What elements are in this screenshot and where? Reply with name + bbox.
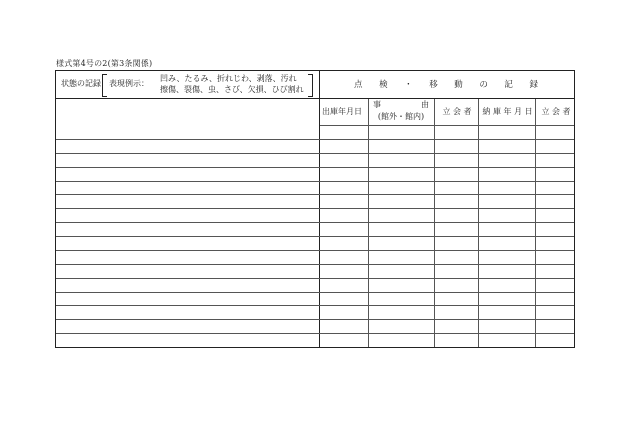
title-char: ・ [404,80,413,90]
table-row [56,305,574,306]
right-bracket [308,74,313,97]
col-header-out-date: 出庫年月日 [322,107,362,116]
table-row [56,292,574,293]
examples-line-1: 凹み、たるみ、折れじわ、剥落、汚れ [160,74,297,83]
title-char: 点 [354,80,363,90]
col-header-witness-1: 立 会 者 [442,107,472,116]
examples-line-2: 擦傷、裂傷、虫、さび、欠損、ひび割れ [160,85,304,94]
table-row [56,167,574,168]
left-header-bottom [56,98,319,99]
table-row [56,250,574,251]
column-divider [434,99,435,347]
table-row [56,222,574,223]
title-char: 検 [379,80,388,90]
col-header-in-date: 納 庫 年 月 日 [482,107,533,116]
table-row [56,278,574,279]
table-row [56,139,574,140]
inspection-movement-title [354,80,538,90]
state-record-label: 状態の記録 [61,79,101,88]
title-char: 移 [429,80,438,90]
table-row [56,208,574,209]
title-char: の [479,80,488,90]
table-row [56,194,574,195]
col-header-reason-bottom: (館外・館内) [377,112,425,121]
table-row [56,236,574,237]
record-sheet [55,70,575,348]
table-row [56,333,574,334]
title-char: 動 [454,80,463,90]
col-header-reason-top-left: 事 [373,100,381,109]
table-row [56,264,574,265]
form-title: 様式第4号の2(第3条関係) [56,59,153,68]
col-header-reason-top-right: 由 [421,100,429,109]
column-divider [535,99,536,347]
left-bracket [102,74,107,97]
table-row [56,181,574,182]
title-char: 録 [529,80,538,90]
example-label: 表現例示： [109,79,149,88]
column-divider [478,99,479,347]
table-row [56,319,574,320]
col-header-witness-2: 立 会 者 [541,107,571,116]
column-divider [368,99,369,347]
table-row [56,153,574,154]
title-char: 記 [504,80,513,90]
